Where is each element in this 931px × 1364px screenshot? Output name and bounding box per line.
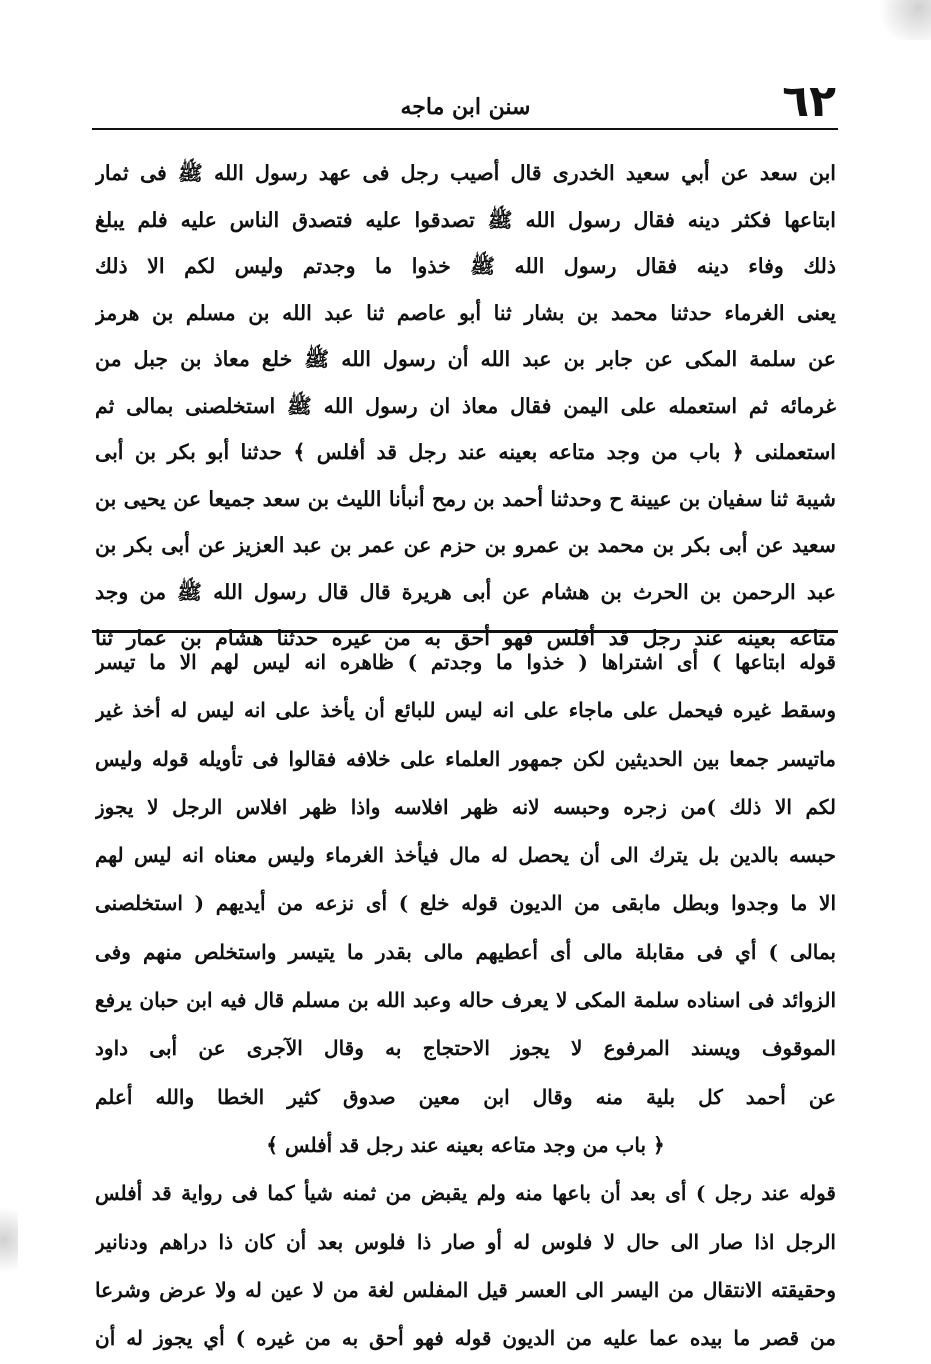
page-header xyxy=(95,76,836,130)
text-line: ابن سعد عن أبي سعيد الخدرى قال أصيب رجل فى عهد رسول الله ﷺ فى ثمار xyxy=(95,161,836,185)
hadith-text xyxy=(95,150,836,662)
chapter-heading: ﴿ باب من وجد متاعه بعينه عند رجل قد أفلس ﴾ xyxy=(266,1132,665,1157)
commentary-line: ماتيسر جمعا بين الحديثين لكن جمهور العلماء على خلافه فقالوا فى تأويله قوله وليس xyxy=(95,746,836,771)
commentary-line: لكم الا ذلك )من زجره وحبسه لانه ظهر افلاسه واذا ظهر افلاس الرجل لا يجوز xyxy=(95,794,836,819)
text-line: ابتاعها فكثر دينه فقال رسول الله ﷺ تصدقوا عليه فتصدق الناس عليه فلم يبلغ xyxy=(95,207,836,232)
text-line: يعنى الغرماء حدثنا محمد بن بشار ثنا أبو عاصم ثنا عبد الله بن مسلم بن هرمز xyxy=(95,300,836,325)
text-line: شيبة ثنا سفيان بن عيينة ح وحدثنا أحمد بن رمح أنبأنا الليث بن سعد جميعا عن يحيى بن xyxy=(95,486,836,511)
text-line: غرمائه ثم استعمله على اليمن فقال معاذ ان رسول الله ﷺ استخلصنى بمالى ثم xyxy=(95,393,836,418)
text-line: عبد الرحمن بن الحرث بن هشام عن أبى هريرة قال قال رسول الله ﷺ من وجد xyxy=(95,579,836,604)
page-number: ٦٢ xyxy=(782,76,836,127)
commentary-line: الرجل اذا صار الى حال لا فلوس له أو صار ذا فلوس بعد أن كان ذا دراهم ودنانير xyxy=(95,1229,836,1254)
commentary-text xyxy=(95,638,836,1362)
running-title: سنن ابن ماجه xyxy=(400,94,531,120)
scan-noise xyxy=(0,1195,18,1285)
commentary-line: بمالى ) أي فى مقابلة مالى أى أعطيهم مالى بقدر ما يتيسر واستخلص منهم وفى xyxy=(95,939,836,964)
commentary-line: الموقوف ويسند المرفوع لا يجوز الاحتجاج به وقال الآجرى عن أبى داود xyxy=(95,1036,836,1061)
scan-noise xyxy=(871,0,931,40)
commentary-line: عن أحمد كل بلية منه وقال ابن معين صدوق كثير الخطا والله أعلم xyxy=(95,1084,836,1109)
commentary-line: الزوائد فى اسناده سلمة المكى لا يعرف حاله وعبد الله بن مسلم قال فيه ابن حبان يرفع xyxy=(95,988,836,1013)
section-divider xyxy=(92,630,838,633)
header-rule xyxy=(92,128,838,130)
commentary-line: الا ما وجدوا وبطل مابقى من الديون قوله خلع ) أى نزعه من أيديهم ( استخلصنى xyxy=(95,891,836,916)
text-line: استعملنى ﴿ باب من وجد متاعه بعينه عند رجل قد أفلس ﴾ حدثنا أبو بكر بن أبى xyxy=(95,440,836,464)
commentary-line: حبسه بالدين بل يترك الى أن يحصل له مال فيأخذ الغرماء وليس معناه انه ليس لهم xyxy=(95,843,836,868)
commentary-line: من قصر ما بيده عما عليه من الديون قوله فهو أحق به من غيره ) أي يجوز له أن xyxy=(95,1326,836,1351)
text-line: سعيد عن أبى بكر بن محمد بن عمرو بن حزم عن عمر بن عبد العزيز عن أبى بكر بن xyxy=(95,533,836,557)
commentary-line: وسقط غيره فيحمل على ماجاء على انه ليس للبائع أن يأخذ على انه ليس له أخذ غير xyxy=(95,698,836,723)
text-line: متاعه بعينه عند رجل قد أفلس فهو أحق به من غيره حدثنا هشام بن عمار ثنا xyxy=(95,626,836,650)
commentary-line: قوله ابتاعها ) أى اشتراها ( خذوا ما وجدتم ) ظاهره انه ليس لهم الا ما تيسر xyxy=(95,650,836,674)
commentary-line: قوله عند رجل ) أى بعد أن باعها منه ولم يقبض من ثمنه شيأ كما فى رواية قد أفلس xyxy=(95,1181,836,1206)
commentary-line: وحقيقته الانتقال من اليسر الى العسر قيل المفلس لغة من لا عين له ولا عرض وشرعا xyxy=(95,1277,836,1302)
text-line: عن سلمة المكى عن جابر بن عبد الله أن رسول الله ﷺ خلع معاذ بن جبل من xyxy=(95,347,836,371)
text-line: ذلك وفاء دينه فقال رسول الله ﷺ خذوا ما وجدتم وليس لكم الا ذلك xyxy=(95,254,836,278)
